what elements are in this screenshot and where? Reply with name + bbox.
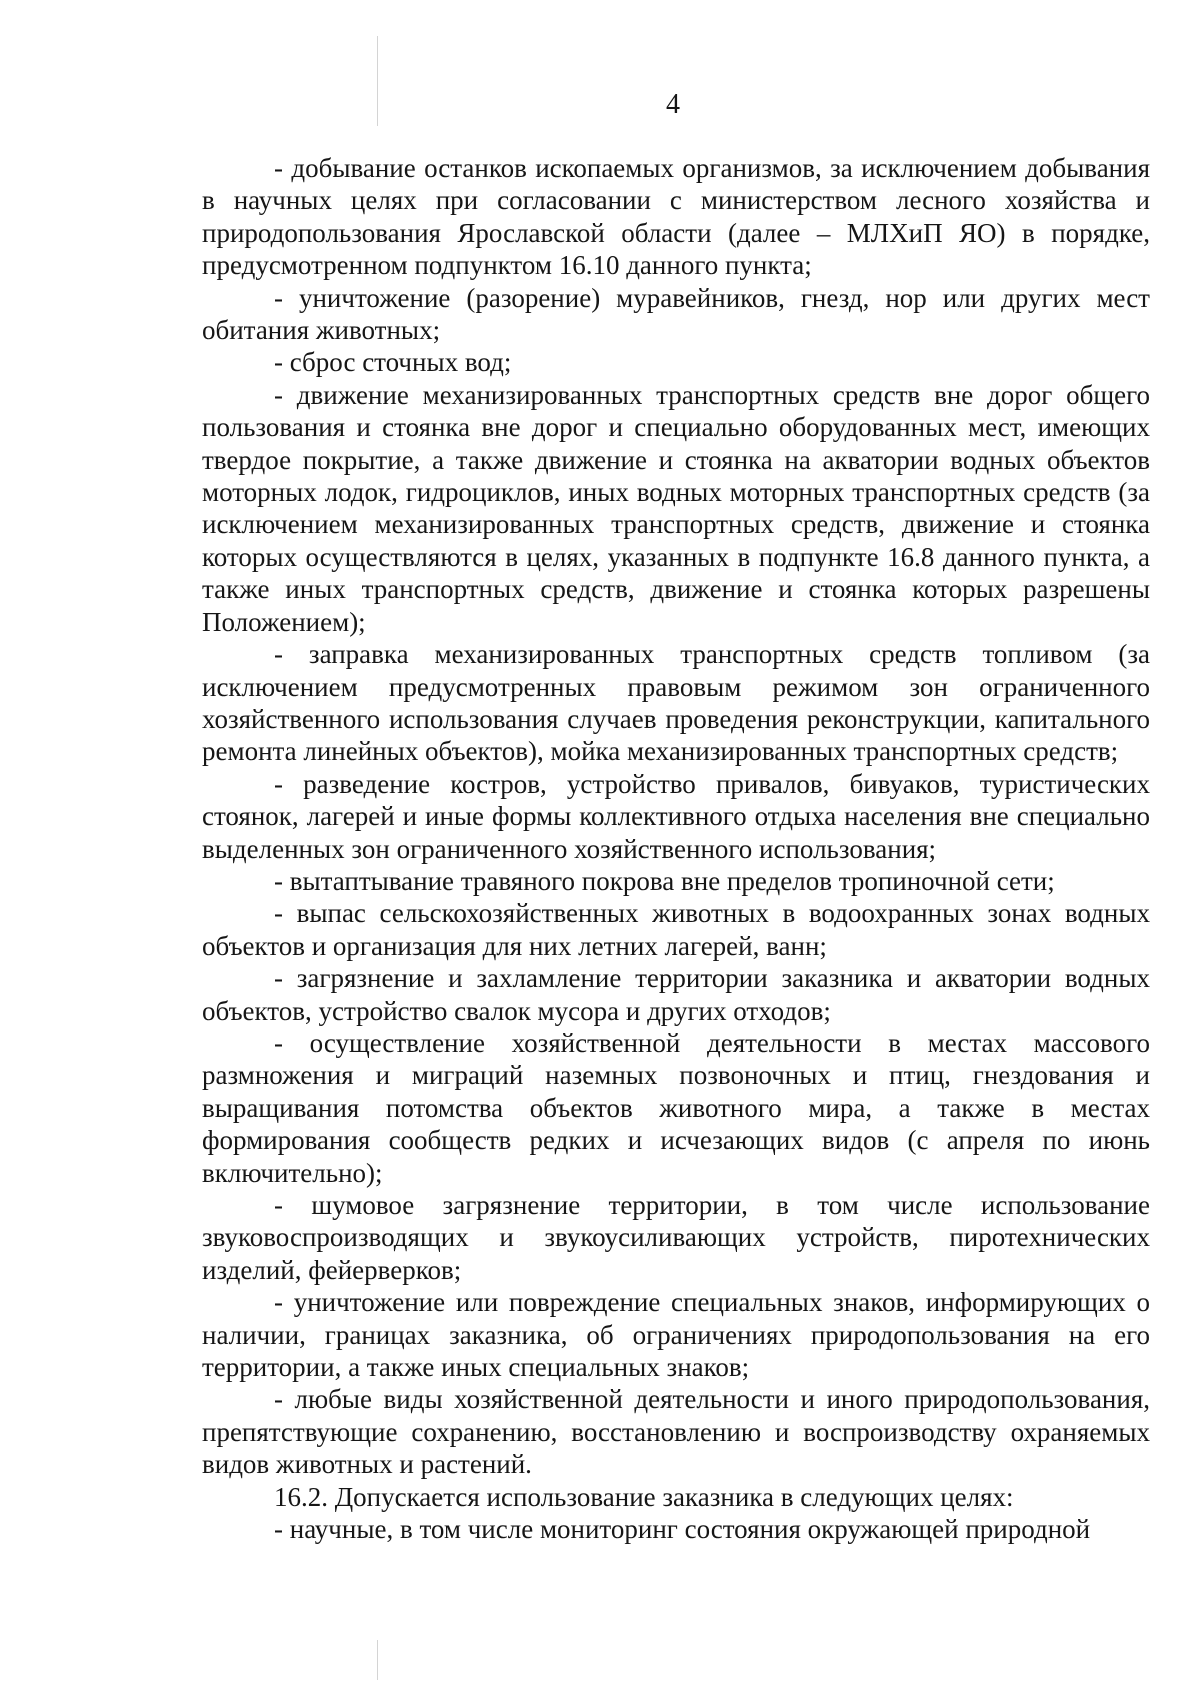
paragraph: - шумовое загрязнение территории, в том числе использование звуковоспроизводящих и звукоусиливающих устройств, пиротехнических изделий, фейерверков; <box>202 1190 1150 1285</box>
section-heading: 16.2. Допускается использование заказника в следующих целях: <box>274 1481 1014 1512</box>
scan-artifact-line <box>377 1640 378 1680</box>
paragraph: - заправка механизированных транспортных средств топливом (за исключением предусмотренных правовым режимом зон ограниченного хозяйственного использования случаев проведения реконструкции, капитального ремонта линейных объектов), мойка механизированных транспортных средств; <box>202 639 1150 767</box>
paragraph: - любые виды хозяйственной деятельности и иного природопользования, препятствующие сохранению, восстановлению и воспроизводству охраняемых видов животных и растений. <box>202 1384 1150 1480</box>
paragraph: - добывание останков ископаемых организмов, за исключением добывания в научных целях при согласовании с министерством лесного хозяйства и природопользования Ярославской области (далее – МЛХиП ЯО) в порядке, предусмотренном подпунктом 16.10 данного пункта; <box>202 153 1150 281</box>
paragraph: - осуществление хозяйственной деятельности в местах массового размножения и миграций наземных позвоночных и птиц, гнездования и выращивания потомства объектов животного мира, а также в местах формирования сообществ редких и исчезающих видов (с апреля по июнь включительно); <box>202 1027 1150 1188</box>
paragraph: - сброс сточных вод; <box>274 347 512 378</box>
paragraph: - вытаптывание травяного покрова вне пределов тропиночной сети; <box>274 865 1055 896</box>
paragraph: - движение механизированных транспортных средств вне дорог общего пользования и стоянка вне дорог и специально оборудованных мест, имеющих твердое покрытие, а также движение и стоянка на акватории водных объектов моторных лодок, гидроциклов, иных водных моторных транспортных средств (за исключением механизированных транспортных средств, движение и стоянка которых осуществляются в целях, указанных в подпункте 16.8 данного пункта, а также иных транспортных средств, движение и стоянка которых разрешены Положением); <box>202 379 1150 637</box>
document-body <box>202 152 1150 1545</box>
paragraph: - научные, в том числе мониторинг состояния окружающей природной <box>274 1514 1091 1545</box>
paragraph: - загрязнение и захламление территории заказника и акватории водных объектов, устройство свалок мусора и других отходов; <box>202 963 1150 1026</box>
paragraph: - уничтожение или повреждение специальных знаков, информирующих о наличии, границах заказника, об ограничениях природопользования на его территории, а также иных специальных знаков; <box>202 1287 1150 1383</box>
paragraph: - разведение костров, устройство привалов, бивуаков, туристических стоянок, лагерей и иные формы коллективного отдыха населения вне специально выделенных зон ограниченного хозяйственного использования; <box>202 768 1150 864</box>
page-number: 4 <box>666 89 680 120</box>
paragraph: - уничтожение (разорение) муравейников, гнезд, нор или других мест обитания животных; <box>202 282 1150 346</box>
paragraph: - выпас сельскохозяйственных животных в водоохранных зонах водных объектов и организация для них летних лагерей, ванн; <box>202 898 1150 961</box>
